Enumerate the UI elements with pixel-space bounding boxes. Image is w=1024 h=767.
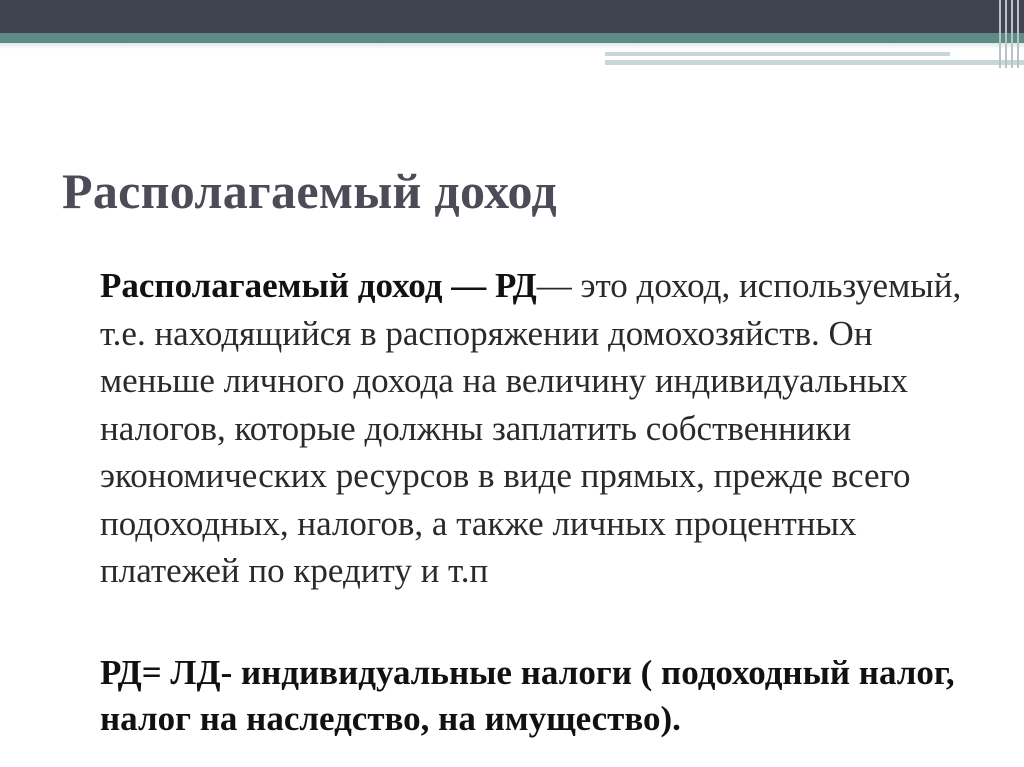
corner-stripes bbox=[995, 0, 1024, 68]
definition-term: Располагаемый доход — РД bbox=[100, 266, 537, 305]
header-bar-dark bbox=[0, 0, 1024, 33]
formula-text: РД= ЛД- индивидуальные налоги ( подоходный налог, налог на наследство, на имущество). bbox=[100, 653, 955, 738]
header-bar-teal bbox=[0, 33, 1024, 43]
definition-paragraph bbox=[100, 262, 980, 595]
decorative-line-bottom bbox=[605, 60, 1024, 65]
header-bar-shadow bbox=[0, 43, 1024, 49]
definition-text: — это доход, используемый, т.е. находящийся в распоряжении домохозяйств. Он меньше личного дохода на величину индивидуальных налогов, которые должны заплатить собственники экономических ресурсов в виде прямых, прежде всего подоходных, налогов, а также личных процентных платежей по кредиту и т.п bbox=[100, 266, 962, 590]
decorative-line-top bbox=[605, 52, 950, 56]
slide-title: Располагаемый доход bbox=[62, 163, 557, 219]
